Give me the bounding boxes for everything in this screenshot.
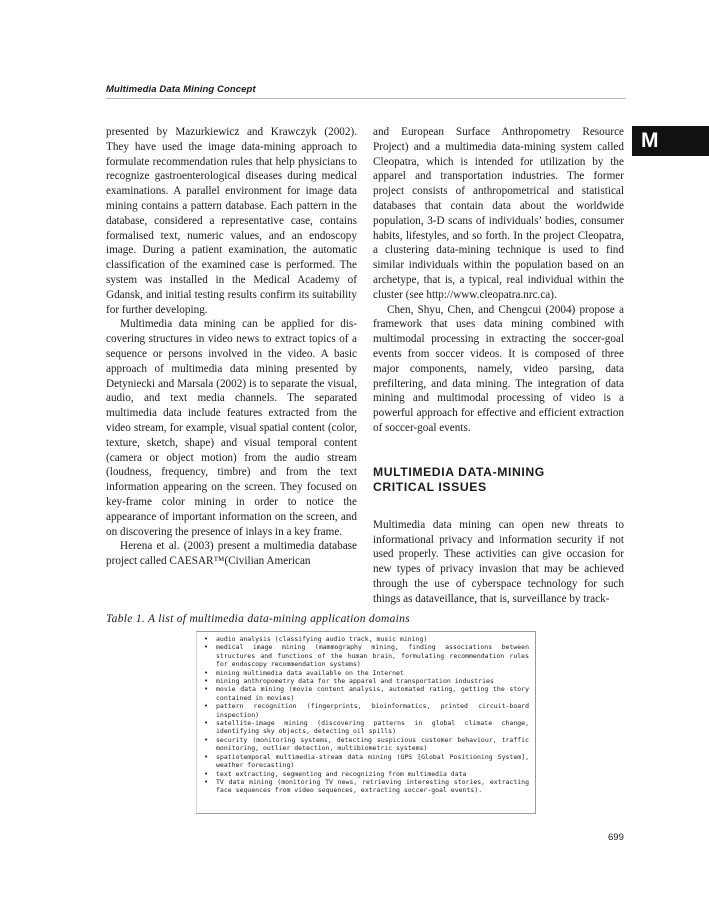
paragraph: Multimedia data mining can open new threats to informational privacy and information security if not used properly. These activities can give occasion for new types of privacy invasion that may be achieved through the use of cyberspace technology for such things as dataveillance, that is, surveillance by track- — [373, 518, 624, 605]
list-item: • movie data mining (movie content analysis, automated rating, getting the story contained in movies) — [197, 685, 529, 702]
list-item: • satellite-image mining (discovering patterns in global climate change, identifying sky objects, detecting oil spills) — [197, 719, 529, 736]
section-heading-line: MULTIMEDIA DATA-MINING — [373, 464, 545, 479]
domain-list — [197, 632, 535, 795]
list-item: • mining multimedia data available on the Internet — [197, 669, 529, 677]
section-heading — [373, 465, 624, 495]
page-number: 699 — [608, 832, 624, 843]
list-item: • security (monitoring systems, detecting suspicious customer behaviour, traffic monitoring, outlier detection, multibiometric systems) — [197, 736, 529, 753]
list-item: • pattern recognition (fingerprints, bioinformatics, printed circuit-board inspection) — [197, 702, 529, 719]
list-item: • medical image mining (mammography mining, finding associations between structures and functions of the human brain, formulating recommendation rules for endoscopy recommendation systems) — [197, 643, 529, 668]
header-rule — [106, 98, 626, 99]
list-item: • audio analysis (classifying audio track, music mining) — [197, 635, 529, 643]
paragraph: presented by Mazurkiewicz and Krawczyk (2002). They have used the image data-mining approach to formulate recommendation rules that help physicians to recognize gastroenterological diseases during medical examinations. A parallel environment for image data mining contains a pattern database. Each pattern in the database, considered a representative case, contains formalised text, numeric values, and an endoscopy image. During a patient examination, the automatic classification of the examined case is performed. The system was installed in the Medical Academy of Gdansk, and initial testing results confirm its suitability for further developing. — [106, 126, 357, 316]
list-item: • text extracting, segmenting and recognizing from multimedia data — [197, 770, 529, 778]
running-head: Multimedia Data Mining Concept — [106, 84, 256, 95]
paragraph: Herena et al. (2003) present a multimedia database project called CAESAR™(Civilian American — [106, 540, 357, 568]
list-item: • mining anthropometry data for the apparel and transportation industries — [197, 677, 529, 685]
paragraph: Multimedia data mining can be applied for discovering structures in video news to extract topics of a sequence or persons involved in the video. A basic approach of multimedia data mining presented by Detyniecki and Marsala (2002) is to separate the visual, audio, and text media channels. The separated multimedia data include features extracted from the video stream, for example, visual spatial content (color, texture, sketch, shape) and visual temporal content (camera or object motion) from the audio stream (loudness, frequency, timbre) and from the text information appearing on the screen. They focused on key-frame color mining in order to notice the appearance of important information on the screen, and on discovering the presence of inlays in a key frame. — [106, 318, 357, 538]
section-letter-tab: M — [632, 126, 709, 156]
paragraph: Chen, Shyu, Chen, and Chengcui (2004) propose a framework that uses data mining combined with multimodal processing in extracting the soccer-goal events from soccer videos. It is composed of three major components, namely, video parsing, data prefiltering, and data mining. The integration of data mining and multimodal processing of video is a powerful approach for effective and efficient extraction of soccer-goal events. — [373, 303, 624, 434]
section-heading-line: CRITICAL ISSUES — [373, 479, 487, 494]
left-column — [106, 125, 357, 569]
application-domains-table — [196, 631, 536, 814]
list-item: • TV data mining (monitoring TV news, retrieving interesting stories, extracting face sequences from video sequences, extracting soccer-goal events). — [197, 778, 529, 795]
table-caption: Table 1. A list of multimedia data-mining application domains — [106, 613, 411, 625]
list-item: • spatiotemporal multimedia-stream data mining (GPS [Global Positioning System], weather forecasting) — [197, 753, 529, 770]
right-column — [373, 125, 624, 607]
paragraph: and European Surface Anthropometry Resource Project) and a multimedia data-mining system called Cleopatra, which is intended for utilization by the apparel and transportation industries. The former project consists of anthropometrical and statistical databases that contain data about the worldwide population, 3-D scans of individuals’ bodies, consumer habits, lifestyles, and so forth. In the project Cleopatra, a clustering data-mining technique is used to find similar individuals within the population based on an archetype, that is, a typical, real individual within the cluster (see http://www.cleopatra.nrc.ca). — [373, 126, 624, 301]
